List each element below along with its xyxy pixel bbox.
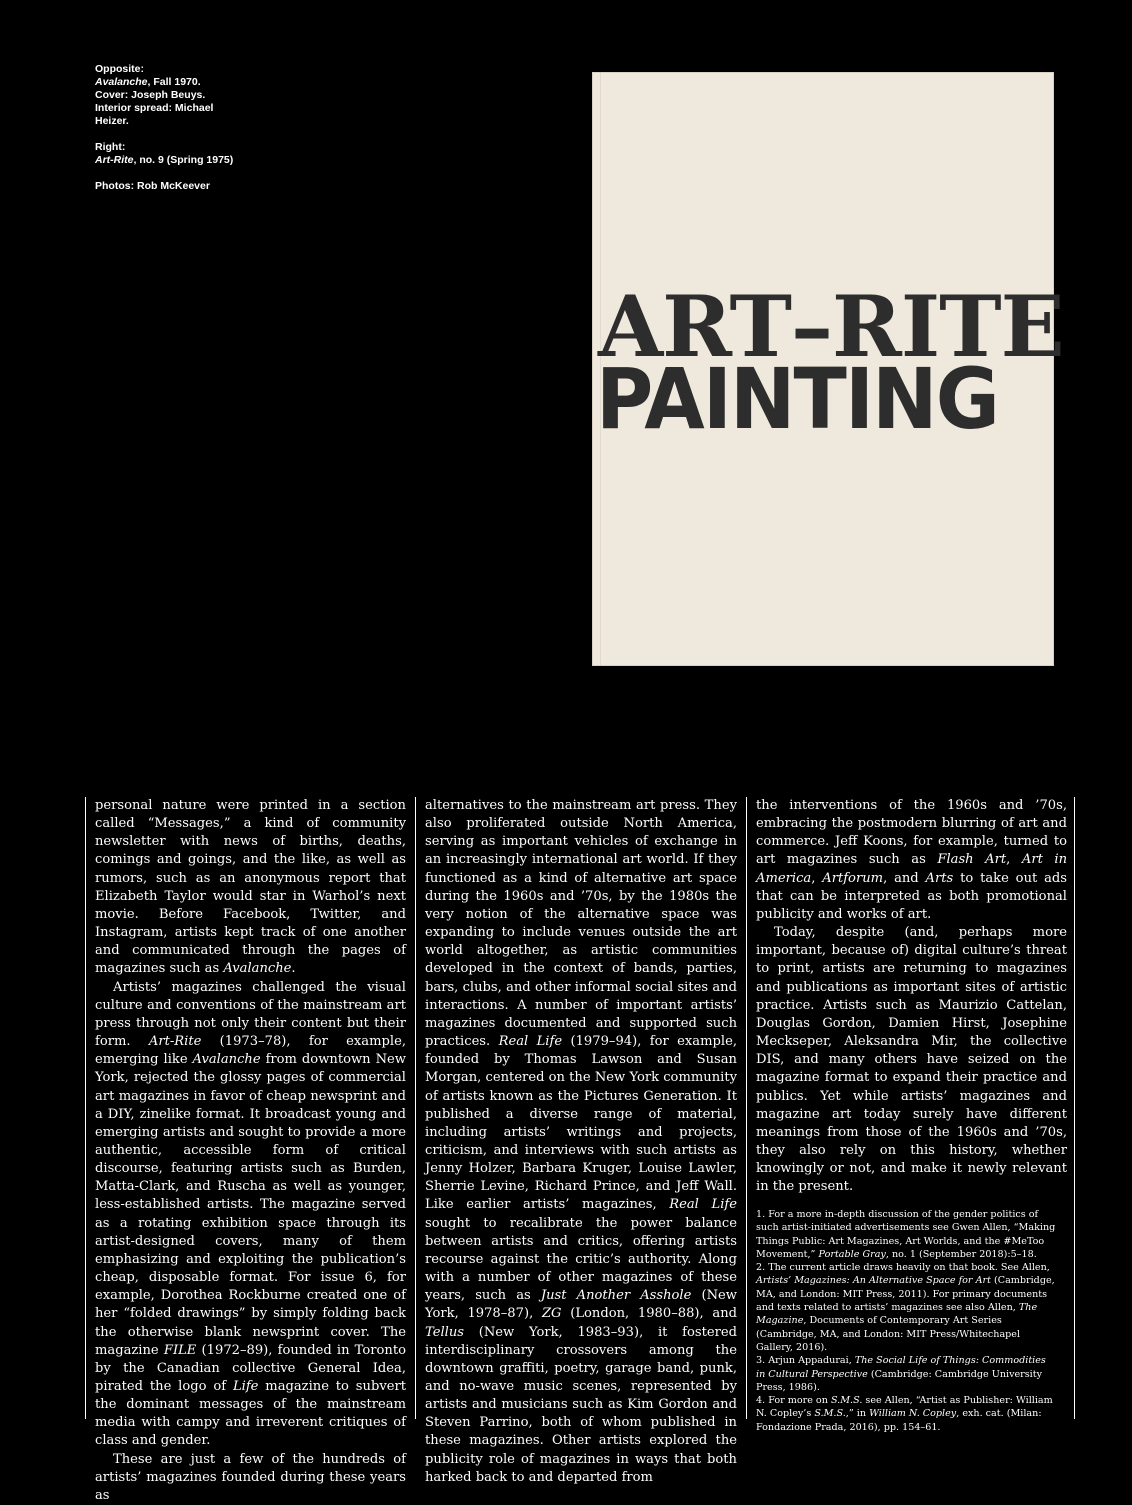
text-run: sought to recalibrate the power balance between artists and critics, offering artists recourse against the critic’s authority. Along with a number of other magazines of these years, such as	[425, 1215, 737, 1304]
italic-title: Tellus	[425, 1324, 464, 1340]
italic-title: Real Life	[498, 1034, 563, 1050]
text-run: 3. Arjun Appadurai,	[756, 1355, 855, 1367]
caption-opposite-title-line	[95, 76, 265, 89]
art-rite-cover-image	[592, 72, 1064, 666]
italic-title: Artforum	[822, 870, 884, 886]
text-run: (Cambridge: Cambridge University Press, 1986).	[756, 1368, 1043, 1393]
footnote-3	[756, 1354, 1056, 1394]
italic-title: Arts	[925, 870, 954, 886]
text-run: from downtown New York, rejected the glossy pages of commercial art magazines in favor of cheap newsprint and a DIY, zinelike format. It broadcast young and emerging artists and sought to provide a more authentic, accessible form of critical discourse, featuring artists such as Burden, Matta-Clark, and Ruscha as well as younger, less-established artists. The magazine served as a rotating exhibition space through its artist-designed covers, many of them emphasizing and exploiting the publication’s cheap, disposable format. For issue 6, for example, Dorothea Rockburne created one of her “folded drawings” by simply folding back the otherwise blank newsprint cover. The magazine	[95, 1052, 406, 1358]
text-run: ,” in	[845, 1408, 870, 1420]
italic-title: Avalanche	[223, 961, 292, 977]
caption-opposite-rest: , Fall 1970.	[147, 76, 201, 88]
paragraph	[756, 797, 1067, 924]
column-rule-left	[85, 797, 86, 1419]
italic-title: Portable Gray	[818, 1248, 886, 1260]
caption-opposite-line3: Interior spread: Michael	[95, 102, 214, 114]
caption-opposite-line4: Heizer.	[95, 115, 129, 127]
text-run: (New York, 1983–93), it fostered interdisciplinary crossovers among the downtown graffiti, poetry, garage band, punk, and no-wave music scenes, represented by artists and musicians such as Kim Gordon and Steven Parrino, both of whom published in these magazines. Other artists explored the publicity role of magazines in ways that both harked back to and departed from	[425, 1324, 737, 1485]
footnote-2	[756, 1261, 1056, 1354]
text-run: (Cambridge, MA, and London: MIT Press, 2011). For primary documents and texts related to artists’ magazines see also Allen,	[756, 1275, 1055, 1314]
footnotes	[756, 1208, 1056, 1434]
cover-title-line2: PAINTING	[596, 350, 998, 448]
caption-photos: Photos: Rob McKeever	[95, 180, 210, 192]
italic-title: The Social Life of Things: Commodities in Cultural Perspective	[756, 1355, 1046, 1380]
column-rule-right	[1074, 797, 1075, 1419]
italic-title: ZG	[541, 1306, 562, 1322]
paragraph: These are just a few of the hundreds of artists’ magazines founded during these years as	[95, 1451, 406, 1503]
text-run: personal nature were printed in a section called “Messages,” a kind of community newsletter with news of births, deaths, comings and goings, and the like, as well as rumors, such as an anonymous report that Elizabeth Taylor would star in Warhol’s next movie. Before Facebook, Twitter, and Instagram, artists kept track of one another and communicated through the pages of magazines such as	[95, 798, 406, 977]
caption-right-rest: , no. 9 (Spring 1975)	[133, 154, 234, 166]
text-run: .	[291, 961, 296, 977]
text-run: (1973–78), for example, emerging like	[95, 1034, 406, 1068]
body-column-3	[756, 797, 1068, 1195]
italic-title: Art-Rite	[148, 1034, 202, 1050]
italic-title: The Magazine	[756, 1302, 1038, 1327]
text-run: magazine to subvert the dominant messages of the mainstream media with campy and irreverent critiques of class and gender.	[95, 1379, 406, 1449]
caption-right-title-line	[95, 154, 265, 167]
caption-opposite-line2: Cover: Joseph Beuys.	[95, 89, 206, 101]
cover-title-line1: ART–RITE	[598, 277, 1064, 376]
photo-caption	[95, 63, 265, 206]
text-run: (New York, 1978–87),	[425, 1288, 737, 1322]
italic-title: Flash Art	[937, 852, 1007, 868]
paragraph	[95, 979, 406, 1451]
text-run: , and	[883, 870, 926, 886]
footnote-1	[756, 1208, 1056, 1261]
caption-opposite-label: Opposite:	[95, 63, 144, 75]
caption-right-label: Right:	[95, 141, 126, 153]
body-column-1	[95, 797, 407, 1503]
italic-title: William N. Copley	[869, 1408, 957, 1420]
text-run: 2. The current article draws heavily on that book. See Allen,	[756, 1262, 1050, 1274]
caption-right-title: Art-Rite	[95, 154, 134, 166]
italic-title: Just Another Asshole	[540, 1288, 692, 1304]
text-run: ,	[811, 870, 823, 886]
column-rule-1	[415, 797, 416, 1419]
paragraph	[95, 797, 406, 979]
paragraph: Today, despite (and, perhaps more important, because of) digital culture’s threat to print, artists are returning to magazines and publications as important sites of artistic practice. Artists such as Maurizio Cattelan, Douglas Gordon, Damien Hirst, Josephine Meckseper, Aleksandra Mir, the collective DIS, and many others have seized on the magazine format to expand their practice and publics. Yet while artists’ magazines and magazine art today surely have different meanings from those of the 1960s and ’70s, they also rely on this history, whether knowingly or not, and make it newly relevant in the present.	[756, 925, 1067, 1195]
text-run: , Documents of Contemporary Art Series (Cambridge, MA, and London: MIT Press/Whitechapel Gallery, 2016).	[756, 1315, 1021, 1353]
caption-opposite	[95, 63, 265, 128]
caption-right	[95, 141, 265, 167]
paragraph	[425, 797, 737, 1487]
italic-title: FILE	[163, 1342, 197, 1358]
text-run: , exh. cat. (Milan: Fondazione Prada, 2016), pp. 154–61.	[756, 1408, 1042, 1433]
text-run: (London, 1980–88), and	[561, 1306, 738, 1322]
text-run: to take out ads that can be interpreted as both promotional publicity and works of art.	[756, 870, 1068, 922]
italic-title: S.M.S.	[830, 1395, 863, 1407]
text-run: 1. For a more in-depth discussion of the gender politics of such artist-initiated advertisements see Gwen Allen, “Making Things Public: Art Magazines, Art Worlds, and the #MeToo Movement,”	[756, 1209, 1056, 1260]
text-run: the interventions of the 1960s and ’70s, embracing the postmodern blurring of art and commerce. Jeff Koons, for example, turned to art magazines such as	[756, 798, 1067, 868]
text-run: see Allen, “Artist as Publisher: William N. Copley’s	[756, 1395, 1053, 1420]
caption-opposite-title: Avalanche	[95, 76, 148, 88]
text-run: (1972–89), founded in Toronto by the Canadian collective General Idea, pirated the logo of	[95, 1342, 407, 1394]
italic-title: Avalanche	[192, 1052, 261, 1068]
text-run: , no. 1 (September 2018):5–18.	[885, 1248, 1037, 1260]
text-run: 4. For more on	[756, 1395, 831, 1407]
italic-title: Art in America	[756, 852, 1068, 886]
italic-title: Real Life	[669, 1197, 737, 1213]
italic-title: Artists’ Magazines: An Alternative Space for Art	[756, 1275, 991, 1287]
text-run: ,	[1006, 852, 1022, 868]
text-run: Artists’ magazines challenged the visual culture and conventions of the mainstream art press through not only their content but their form.	[95, 979, 406, 1050]
text-run: alternatives to the mainstream art press. They also proliferated outside North America, serving as important vehicles of exchange in an increasingly international art world. If they functioned as a kind of alternative art space during the 1960s and ’70s, by the 1980s the very notion of the alternative space was expanding to include venues outside the art world altogether, as artistic communities developed in the context of bands, parties, bars, clubs, and other informal social sites and interactions. A number of important artists’ magazines documented and supported such practices.	[425, 798, 737, 1050]
italic-title: S.M.S.	[814, 1408, 846, 1420]
text-run: (1979–94), for example, founded by Thomas Lawson and Susan Morgan, centered on the New York community of artists known as the Pictures Generation. It published a diverse range of material, including artists’ writings and projects, criticism, and interviews with such artists as Jenny Holzer, Barbara Kruger, Louise Lawler, Sherrie Levine, Richard Prince, and Jeff Wall. Like earlier artists’ magazines,	[425, 1034, 737, 1213]
column-rule-2	[746, 797, 747, 1419]
body-column-2	[425, 797, 738, 1485]
footnote-4	[756, 1394, 1056, 1434]
italic-title: Life	[232, 1379, 259, 1394]
